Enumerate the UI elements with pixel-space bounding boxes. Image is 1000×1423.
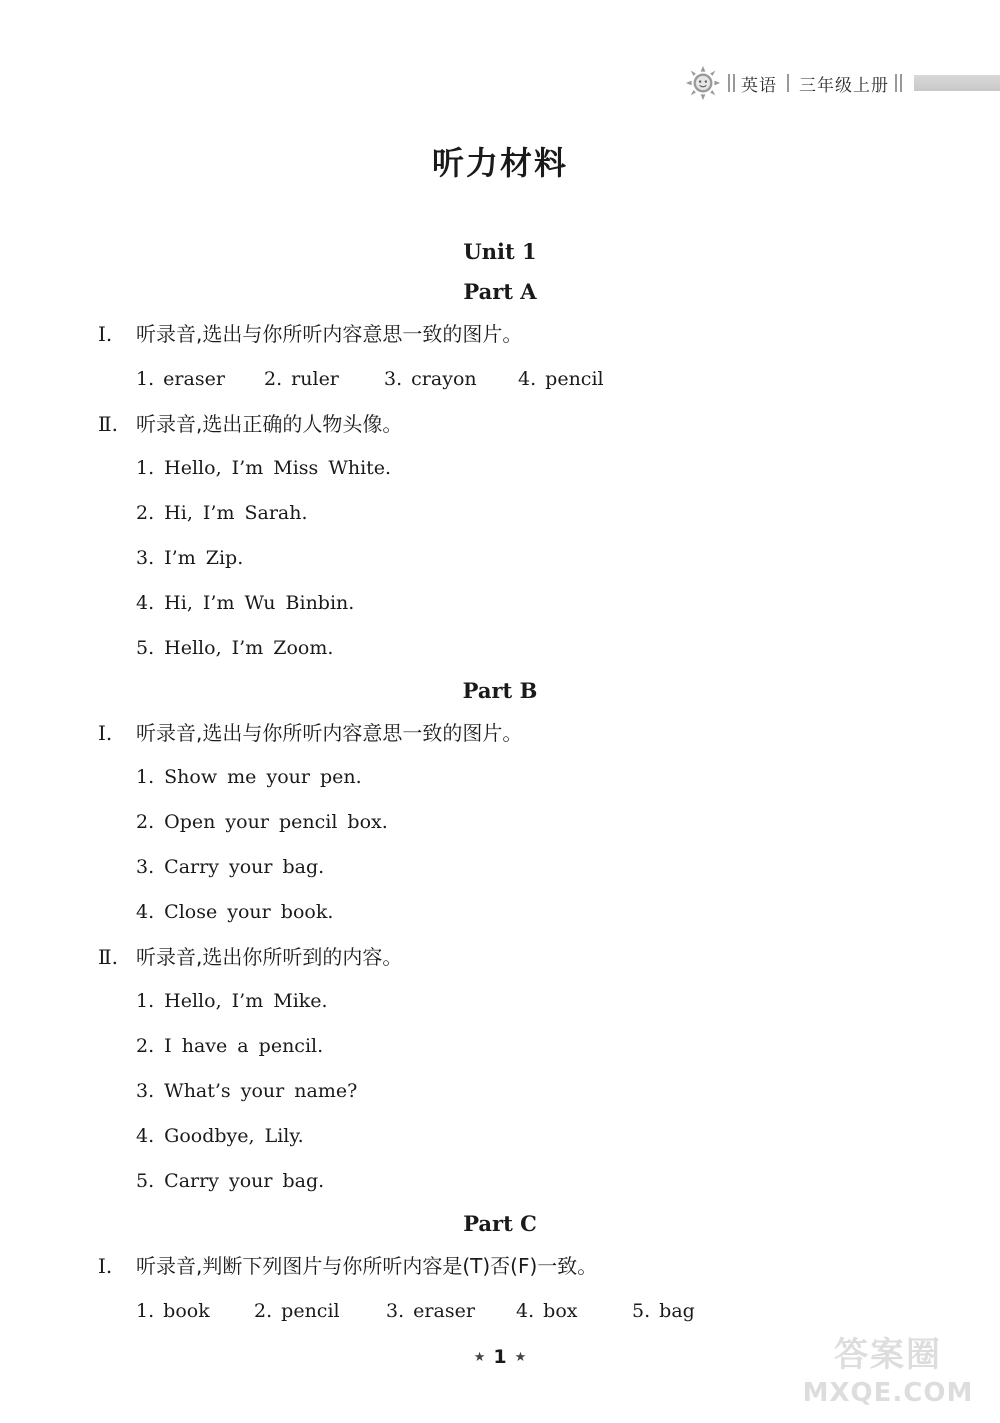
list-item: 1. eraser <box>136 368 225 390</box>
list-item: 3. crayon <box>384 368 477 390</box>
section-instruction: 听录音,选出与你所听内容意思一致的图片。 <box>136 322 523 346</box>
list-item: 3. What’s your name? <box>136 1080 358 1102</box>
part-a-section-1-items <box>98 356 918 402</box>
watermark-url: MXQE.COM <box>802 1378 974 1408</box>
part-c-section-1-heading <box>98 1244 918 1288</box>
header-grey-band <box>914 75 1000 91</box>
star-icon: ★ <box>473 1350 486 1365</box>
part-a-heading: Part A <box>463 279 537 304</box>
part-b-section-1-heading <box>98 711 918 755</box>
part-a-section-1-heading <box>98 312 918 356</box>
star-icon: ★ <box>514 1350 527 1365</box>
section-instruction: 听录音,选出你所听到的内容。 <box>136 945 403 969</box>
list-item: 1. Show me your pen. <box>136 766 362 788</box>
header-divider-bars <box>728 74 735 92</box>
list-item: 2. I have a pencil. <box>136 1035 324 1057</box>
list-item: 5. bag <box>632 1300 695 1322</box>
list-item: 5. Carry your bag. <box>136 1170 325 1192</box>
list-item: 1. Hello, I’m Mike. <box>136 990 328 1012</box>
list-item: 2. pencil <box>254 1300 340 1322</box>
section-instruction: 听录音,选出正确的人物头像。 <box>136 412 403 436</box>
page-header <box>684 62 1000 104</box>
section-number: Ⅰ. <box>98 721 113 745</box>
part-a-section-2-heading <box>98 402 918 446</box>
list-item: 2. Hi, I’m Sarah. <box>136 502 308 524</box>
part-b-section-2-heading <box>98 935 918 979</box>
list-item: 4. Hi, I’m Wu Binbin. <box>136 592 355 614</box>
part-b-heading: Part B <box>462 678 538 703</box>
list-item: 4. box <box>516 1300 578 1322</box>
part-c-section-1-items <box>98 1288 918 1334</box>
section-number: Ⅰ. <box>98 1254 113 1278</box>
header-separator <box>787 74 789 92</box>
list-item: 2. ruler <box>264 368 339 390</box>
header-divider-bars-right <box>895 74 902 92</box>
list-item: 3. eraser <box>386 1300 475 1322</box>
sun-mascot-icon <box>684 64 722 102</box>
section-instruction: 听录音,选出与你所听内容意思一致的图片。 <box>136 721 523 745</box>
part-c-heading: Part C <box>463 1211 537 1236</box>
list-item: 2. Open your pencil box. <box>136 811 388 833</box>
list-item: 1. Hello, I’m Miss White. <box>136 457 392 479</box>
unit-heading: Unit 1 <box>463 239 537 264</box>
section-number: Ⅱ. <box>98 945 118 969</box>
list-item: 4. pencil <box>518 368 604 390</box>
header-grade: 三年级上册 <box>799 75 889 96</box>
list-item: 4. Goodbye, Lily. <box>136 1125 304 1147</box>
header-subject: 英语 <box>741 75 777 96</box>
list-item: 3. I’m Zip. <box>136 547 244 569</box>
page-number-value: 1 <box>493 1346 507 1368</box>
list-item: 4. Close your book. <box>136 901 334 923</box>
list-item: 1. book <box>136 1300 210 1322</box>
list-item: 3. Carry your bag. <box>136 856 325 878</box>
section-number: Ⅱ. <box>98 412 118 436</box>
list-item: 5. Hello, I’m Zoom. <box>136 637 334 659</box>
section-instruction: 听录音,判断下列图片与你所听内容是(T)否(F)一致。 <box>136 1254 598 1278</box>
watermark <box>788 1333 988 1417</box>
section-number: Ⅰ. <box>98 322 113 346</box>
listening-content <box>98 232 918 1334</box>
watermark-logo-text: 答案圈 <box>834 1335 942 1375</box>
page-title: 听力材料 <box>431 144 568 182</box>
